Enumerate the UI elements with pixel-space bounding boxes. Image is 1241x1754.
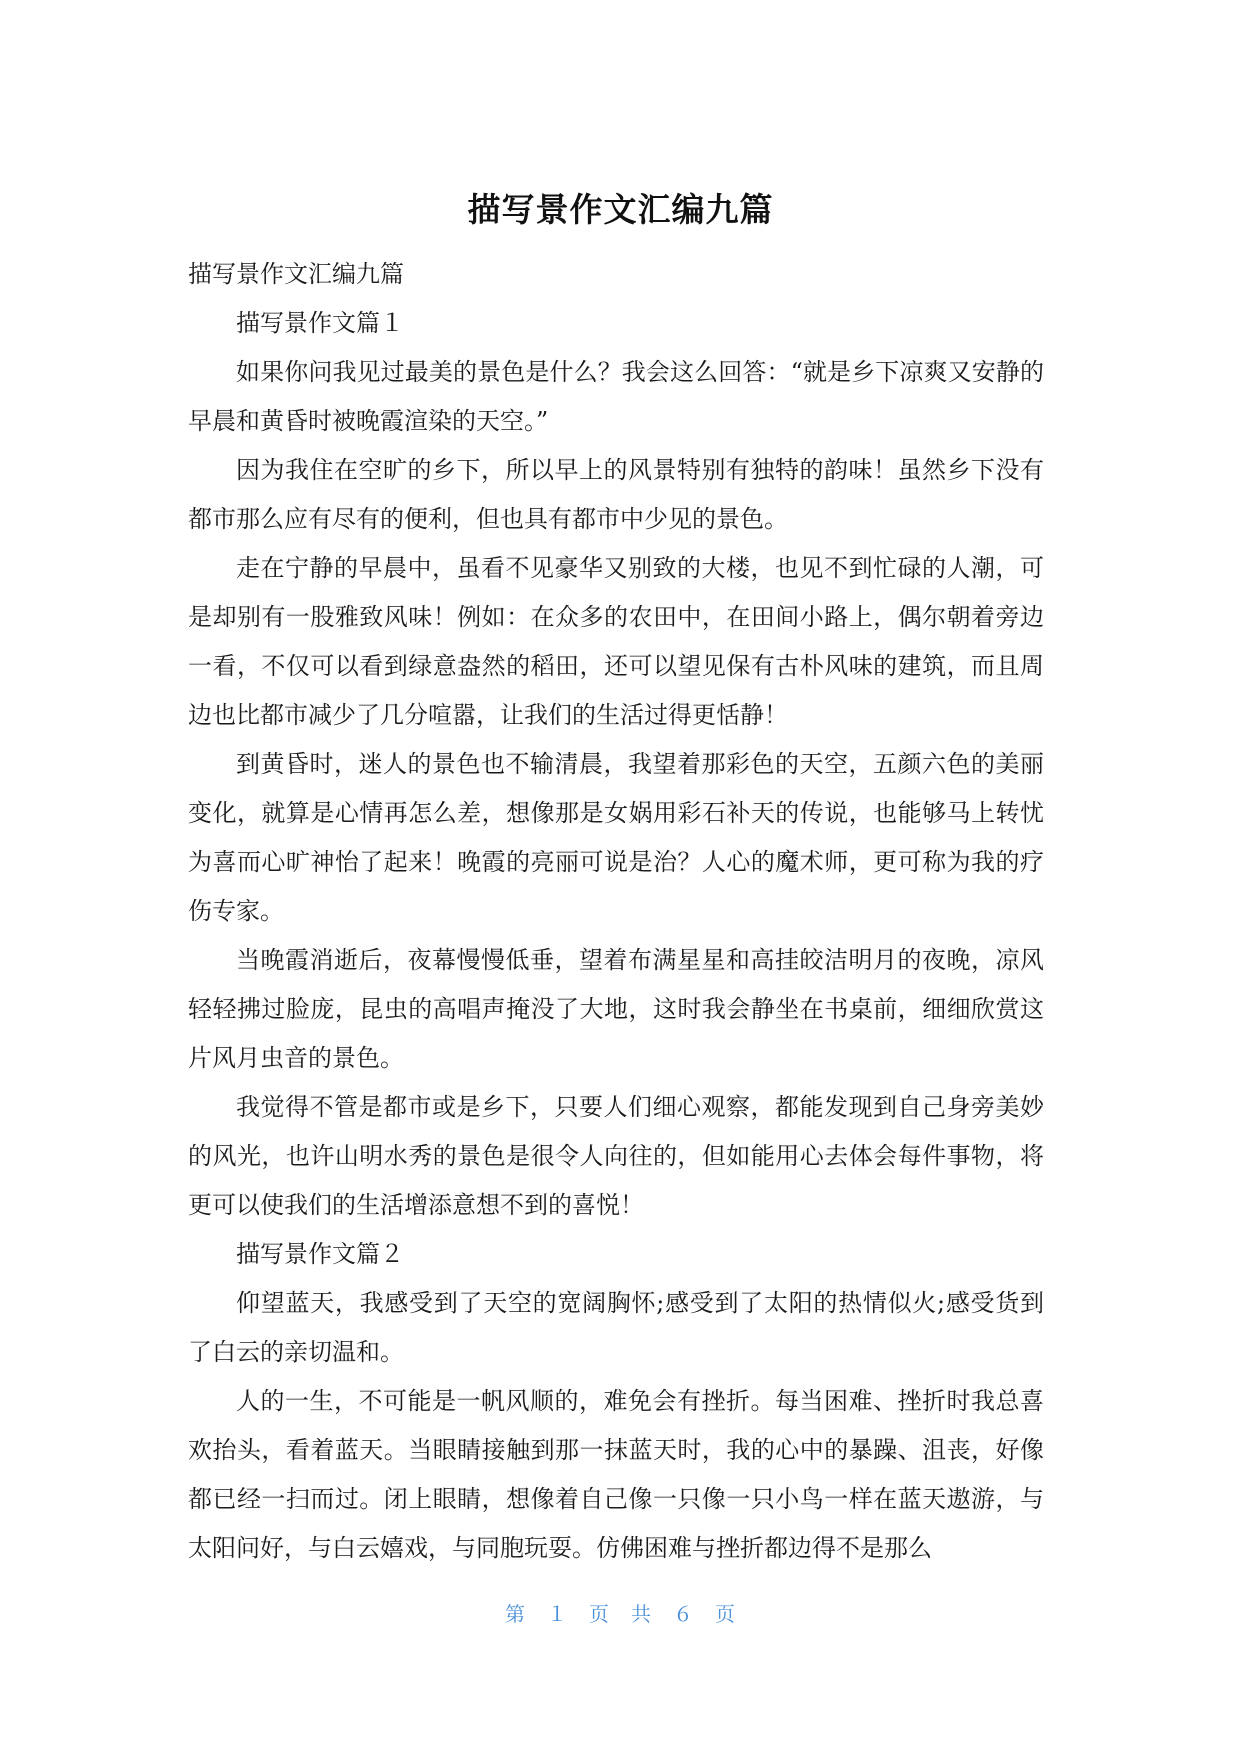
paragraph: 人的一生，不可能是一帆风顺的，难免会有挫折。每当困难、挫折时我总喜欢抬头，看着蓝天。当眼睛接触到那一抹蓝天时，我的心中的暴躁、沮丧，好像都已经一扫而过。闭上眼睛，想像着自己像一只像一只小鸟一样在蓝天遨游，与太阳问好，与白云嬉戏，与同胞玩耍。仿佛困难与挫折都边得不是那么 bbox=[188, 1387, 1044, 1562]
document-title: 描写景作文汇编九篇 bbox=[467, 190, 774, 229]
document-body bbox=[188, 250, 1044, 1573]
page-number-label: 第 １ 页 共 ６ 页 bbox=[505, 1602, 736, 1626]
page-footer bbox=[0, 1600, 1241, 1628]
paragraph: 如果你问我见过最美的景色是什么？我会这么回答：“就是乡下凉爽又安静的早晨和黄昏时被晚霞渲染的天空。” bbox=[188, 358, 1044, 435]
section-heading-2: 描写景作文篇２ bbox=[236, 1240, 404, 1268]
paragraph: 因为我住在空旷的乡下，所以早上的风景特别有独特的韵味！虽然乡下没有都市那么应有尽有的便利，但也具有都市中少见的景色。 bbox=[188, 456, 1044, 533]
paragraph: 走在宁静的早晨中，虽看不见豪华又别致的大楼，也见不到忙碌的人潮，可是却别有一股雅致风味！例如：在众多的农田中，在田间小路上，偶尔朝着旁边一看，不仅可以看到绿意盎然的稻田，还可以望见保有古朴风味的建筑，而且周边也比都市减少了几分喧嚣，让我们的生活过得更恬静！ bbox=[188, 554, 1044, 729]
paragraph-heading: 描写景作文汇编九篇 bbox=[188, 260, 404, 288]
paragraph: 我觉得不管是都市或是乡下，只要人们细心观察，都能发现到自己身旁美妙的风光，也许山明水秀的景色是很令人向往的，但如能用心去体会每件事物，将更可以使我们的生活增添意想不到的喜悦！ bbox=[188, 1093, 1044, 1219]
paragraph: 到黄昏时，迷人的景色也不输清晨，我望着那彩色的天空，五颜六色的美丽变化，就算是心情再怎么差，想像那是女娲用彩石补天的传说，也能够马上转忧为喜而心旷神怡了起来！晚霞的亮丽可说是治？人心的魔术师，更可称为我的疗伤专家。 bbox=[188, 750, 1044, 925]
section-heading-1: 描写景作文篇１ bbox=[236, 309, 404, 337]
paragraph: 仰望蓝天，我感受到了天空的宽阔胸怀;感受到了太阳的热情似火;感受货到了白云的亲切温和。 bbox=[188, 1289, 1044, 1366]
paragraph: 当晚霞消逝后，夜幕慢慢低垂，望着布满星星和高挂皎洁明月的夜晚，凉风轻轻拂过脸庞，昆虫的高唱声掩没了大地，这时我会静坐在书桌前，细细欣赏这片风月虫音的景色。 bbox=[188, 946, 1044, 1072]
